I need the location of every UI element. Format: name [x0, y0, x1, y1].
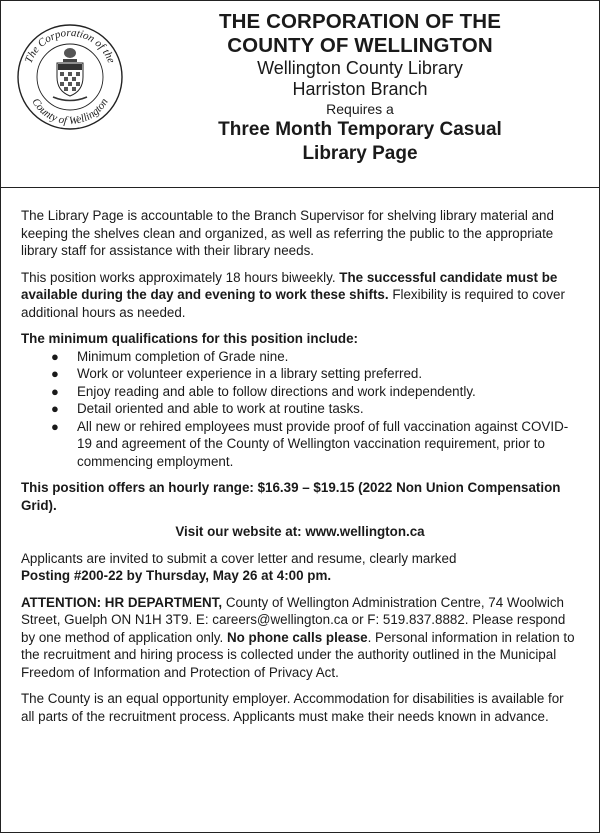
intro-paragraph: The Library Page is accountable to the Branch Supervisor for shelving library material and keeping the shelves clean and organized, as well as referring the public to the appropriate library staff for assistance with their library needs. — [21, 208, 554, 258]
list-item — [21, 400, 579, 418]
library-name: Wellington County Library — [257, 58, 463, 79]
posting-header — [1, 1, 599, 188]
job-title-line2: Library Page — [302, 143, 418, 164]
hours-text: This position works approximately 18 hours biweekly. — [21, 269, 340, 285]
qualification-text: Work or volunteer experience in a library setting preferred. — [77, 366, 423, 381]
pay-range: This position offers an hourly range: $16.39 – $19.15 (2022 Non Union Compensation Grid). — [21, 480, 561, 513]
bullet-icon: ● — [51, 383, 59, 399]
apply-text: Applicants are invited to submit a cover letter and resume, clearly marked — [21, 550, 457, 566]
list-item — [21, 418, 579, 471]
header-titles — [121, 10, 599, 165]
no-phone-calls: No phone calls please — [226, 629, 368, 645]
equal-opportunity-paragraph: The County is an equal opportunity employer. Accommodation for disabilities is available for all parts of the recruitment process. Applicants must make their needs known in advance. — [21, 691, 564, 724]
posting-body — [1, 188, 599, 725]
website-line: Visit our website at: www.wellington.ca — [175, 524, 425, 539]
svg-text:County of Wellington: County of Wellington — [29, 96, 111, 128]
bullet-icon: ● — [51, 401, 59, 416]
organization-name-line2: COUNTY OF WELLINGTON — [227, 33, 493, 57]
qualification-text: Detail oriented and able to work at routine tasks. — [77, 401, 364, 416]
county-seal-logo — [11, 15, 129, 133]
attention-label: ATTENTION: HR DEPARTMENT, — [21, 594, 223, 610]
requires-label: Requires a — [326, 100, 394, 117]
privacy-text: . Personal information in relation to the recruitment and hiring process is collected under the authority outlined in the Municipal Freedom of Information and Protection of Privacy Act. — [21, 629, 575, 680]
qualifications-list — [21, 348, 579, 471]
hours-paragraph — [21, 269, 579, 322]
apply-paragraph — [21, 550, 579, 585]
availability-requirement: The successful candidate must be available during the day and evening to work these shifts. — [21, 269, 558, 302]
bullet-icon: ● — [51, 366, 59, 381]
posting-deadline: Posting #200-22 by Thursday, May 26 at 4:00 pm. — [21, 568, 332, 583]
contact-details: County of Wellington Administration Centre, 74 Woolwich Street, Guelph ON N1H 3T9. E: careers@wellington.ca or F: 519.837.8882. Please respond by one method of application only. — [21, 594, 566, 645]
bullet-icon: ● — [51, 418, 59, 434]
organization-name-line1: THE CORPORATION OF THE — [219, 10, 501, 33]
branch-name: Harriston Branch — [292, 78, 428, 99]
list-item — [21, 348, 579, 366]
qualification-text: All new or rehired employees must provide proof of full vaccination against COVID-19 and agreement of the County of Wellington vaccination requirement, prior to commencing employment. — [77, 418, 569, 469]
flexibility-text: Flexibility is required to cover additional hours as needed. — [21, 287, 565, 320]
list-item — [21, 365, 579, 383]
qualifications-heading: The minimum qualifications for this position include: — [21, 331, 359, 346]
job-title-line1: Three Month Temporary Casual — [218, 118, 502, 140]
svg-text:The Corporation of the: The Corporation of the — [22, 26, 118, 65]
bullet-icon: ● — [51, 348, 59, 364]
county-seal-icon — [11, 15, 129, 133]
attention-paragraph — [21, 594, 579, 682]
qualification-text: Minimum completion of Grade nine. — [77, 348, 289, 364]
list-item — [21, 383, 579, 401]
qualification-text: Enjoy reading and able to follow directions and work independently. — [77, 383, 476, 399]
